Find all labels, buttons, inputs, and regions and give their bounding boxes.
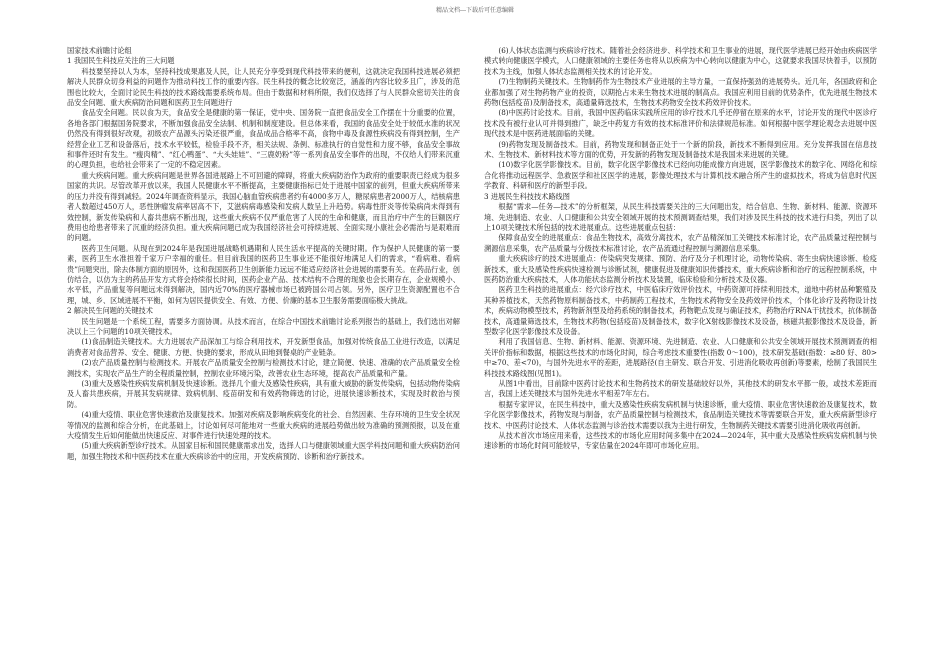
section-2-heading: 2 解决民生问题的关键技术 [67, 306, 153, 316]
section-1-heading: 1 我国民生科技应关注的三大问题 [67, 56, 175, 66]
paragraph: (7)生物制药关键技术。生物制药作为生物技术产业进展的主导方量，一直保持强劲的进展势头。近几年，各国政府和企业都加强了对生物药物产业的投资，以期抢占未来生物技术进展的制高点。我国应利用目前的优势条件，优先进展生物技术药物(包括疫苗)及制备技术，高通量筛选技术，生物技术药物安全技术药效评价技术。 [484, 77, 877, 108]
paragraph: (4)重大疫情、职业危害快速救治及康复技术。加强对疾病及影响疾病变化的社会、自然因素、生存环境的卫生安全状况等情况的监测和综合分析，在此基础上，讨论如何尽可能地对一些重大疾病的进展趋势做出较为准确的预测预报，以及在重大疫情发生后如何能做出快速反应、对事件进行快速处理的技术。 [67, 410, 460, 441]
paragraph: 民生问题是一个系统工程，需要多方面协调。从技术而言，在综合中国技术前瞻讨论系列报告的基础上，我们选出对解决以上三个问题的10项关键技术。 [67, 316, 460, 336]
paragraph: 根据“需求—任务—技术”的分析框架，从民生科技需要关注的三大问题出发，结合信息、生物、新材料、能源、资源环境、先进制造、农业、人口健康和公共安全领域开展的技术预测调查结果，我们对涉及民生科技的技术进行归类，列出了以上10项关键技术所包括的技术进展重点。这些进展重点包括： [484, 202, 877, 232]
document-title: 国家技术前瞻讨论组 [67, 46, 132, 55]
left-column [67, 46, 460, 664]
paragraph: (6)人体状态监测与疾病诊疗技术。随着社会经济进步、科学技术和卫生事业的进展，现代医学进展已经开始由疾病医学模式转向健康医学模式，人口健康领域的主要任务也将从以疾病为中心转向以健康为中心，这就要求我国尽快着手，以预防技术为主线，加强人体状态监测相关技术的讨论开发。 [484, 46, 877, 76]
section-3-heading: 3 进展民生科技技术路线图 [484, 191, 570, 201]
paragraph: (10)数字化医学影像技术。目前，数字化医学影像技术已经向功能成像方向进展，医学影像技术的数字化、网络化和综合化将推动远程医学、急救医学和社区医学的进展，影像处理技术与计算机技术融合所产生的虚拟技术，将成为信息时代医学教育、科研和医疗的新型手段。 [484, 160, 877, 191]
paragraph: 医药卫生问题。从现在到2024年是我国进展战略机遇期和人民生活水平提高的关键时期。作为保护人民健康的第一要素，医药卫生水准担着千家万户幸福的重任。但目前我国的医药卫生事业还不能很好地满足人们的需求，“看病难、看病贵”问题突出，除去体制方面的原因外，这和我国医药卫生创新能力远远不能适应经济社会进展的需要有关。在药品行业，创仿结合，以仿为主的药品开发方式将会持续很长时间，医药企业产品、技术结构不合理的现象也会长期存在，企业规模小、水平低，产品重复等问题远未得到解决，国内近70%的医疗器械市场已被跨国公司占领。另外，医疗卫生资源配置也不合理，城、乡、区域进展不平衡，如何为居民提供安全、有效、方便、价廉的基本卫生服务需要面临极大挑战。 [67, 243, 460, 305]
paragraph: 保障食品安全的进展重点：食品生物技术，高效分离技术，农产品精深加工关键技术标准讨论，农产品质量过程控制与溯源信息采集，农产品质量与分级技术标准讨论，农产品流通过程控制与溯源信息采集。 [484, 233, 877, 253]
paragraph: 科技要坚持以人为本，坚持科技成果惠及人民，让人民充分享受到现代科技带来的便利，这就决定我国科技进展必须把解决人民群众切身利益的问题作为推动科技工作的重要内容。民生科技的概念比较宽泛，涵盖的内容比较多且广，涉及的范围也比较大，全面讨论民生科技的技术路线需要系统布局。但由于数据和材料所限，我们仅选择了与人民群众密切关注的食品安全问题、重大疾病防治问题和医药卫生问题进行 [67, 66, 460, 108]
paragraph: (8)中医药讨论技术。目前，我国中医药临床实践所应用的诊疗技术几乎还停留在原来的水平，讨论开发的现代中医诊疗技术没有被行业认可并得到推广，缺乏中药复方有效的技术标准评价和法律规范标准。如何根据中医学理论观念去进展中医现代技术是中医药进展面临的关键。 [484, 108, 877, 139]
paragraph: 利用了我国信息、生物、新材料、能源、资源环境、先进制造、农业、人口健康和公共安全领域开展技术预测调查的相关评价指标和数据，根据这些技术的市场化时间，综合考虑技术重要性(指数 0～100)，技术研发基础(指数：≥80 好、80>中≥70、差<70)，与国外先进水平的差距，进展路径(自主研发、联合开发、引进消化吸收再创新)等要素，绘制了我国民生科技技术路线图(见图1)。 [484, 337, 877, 378]
paragraph: 医药卫生科技的进展重点：经穴诊疗技术，中医临床疗效评价技术，中药资源可持续利用技术，道地中药材品种繁殖及其种养植技术，天然药物原料制备技术，中药制药工程技术，生物技术药物安全及药效评价技术，个体化诊疗及药物设计技术，疾病动物模型技术，药物新剂型及给药系统的制备技术，药物靶点发现与确证技术，药物治疗RNA干扰技术，抗体制备技术，高通量筛选技术，生物技术药物(包括疫苗)及制备技术，数字化X射线影像技术及设备，核磁共振影像技术及设备，新型数字化医学影像技术及设备。 [484, 285, 877, 336]
paragraph: 从技术首次市场应用来看，这些技术的市场化应用时间多集中在2024—2024年，其中重大及感染性疾病发病机制与快速诊断的市场化时间可能较早，专家估量在2024年即可市场化应用。 [484, 431, 877, 451]
page-header: 精品文档---下载后可任意编辑 [435, 7, 515, 14]
paragraph: 食品安全问题。民以食为天，食品安全是健康的第一保证，党中央、国务院一直把食品安全工作摆在十分重要的位置，各地各部门根据国务院要求，不断加强食品安全法制、机制和制度建设。但总体来看，我国的食品安全处于较低水准的状况仍然没有得到很好改观，初级农产品源头污染还很严重，食品成品合格率不高，食物中毒及食源性疾病没有得到控制，生产经营企业工艺和设备落后，技术水平较低，检验手段不齐，相关法规、条例、标准执行的自觉性和力度不够，食品安全事故和事件还时有发生。“瘦肉精”、“红心鸭蛋”、“大头娃娃”、“三鹿奶粉”等一系列食品安全事件的出现，不仅给人们带来沉重的心理负担，也给社会带来了一定的不稳定因素。 [67, 108, 460, 170]
paragraph: 重大疾病诊疗的技术进展重点：传染病突发规律、预防、治疗及分子机理讨论，动物传染病、寄生虫病快速诊断、检疫新技术，重大及感染性疾病快速检测与诊断试剂，健康促进及健康知识传播技术，重大疾病诊断和治疗的远程控制系统，中医药防治重大疾病技术，人体功能状态监测分析技术及装置，临床检验和分析技术及仪器。 [484, 254, 877, 284]
paragraph: (2)农产品质量控制与检测技术。开展农产品质量安全控制与检测技术讨论，建立简便、快速、准确的农产品质量安全检测技术，实现农产品生产的全程质量控制，控制农业环境污染，改善农业生态环境，提高农产品质量和产量。 [67, 358, 460, 378]
paragraph: (1)食品制造关键技术。大力进展农产品深加工与综合利用技术，开发新型食品，加强对传统食品工业进行改造，以满足消费者对食品营养、安全、健康、方便、快捷的要求，形成从田地到餐桌的产业链条。 [67, 337, 460, 357]
right-column [484, 46, 877, 664]
paragraph: 重大疾病问题。重大疾病问题是世界各国进展路上不可回避的障碍，将重大疾病防治作为政府的重要职责已经成为很多国家的共识。尽管改革开放以来，我国人民健康水平不断提高，主要健康指标已处于进展中国家的前列，但重大疾病所带来的压力并没有得到减轻。2024年调查资料显示，我国心脑血管疾病患者约有4000多万人，糖尿病患者2000万人，结核病患者人数超过450万人，恶性肿瘤发病率居高不下，艾滋病病毒感染和发病人数呈上升趋势。病毒性肝炎等传染病尚未得到有效控制，新发传染病和人畜共患病不断出现，这些重大疾病不仅严重危害了人民的生命和健康，而且治疗中产生的巨额医疗费用也给患者带来了沉重的经济负担。重大疾病问题已成为我国经济社会可持续进展、全面实现小康社会必需治与是艰难而的问题。 [67, 170, 460, 243]
paragraph: (9)药物发现及制备技术。目前，药物发现和制备正处于一个新的阶段，新技术不断得到应用。充分发挥我国在信息技术、生物技术、新材料技术等方面的优势，开发新的药物发现及制备技术是我国未来进展的关键。 [484, 139, 877, 160]
paragraph: 从图1中看出，目前除中医药讨论技术和生物药技术的研发基础较好以外，其他技术的研发水平都一般，或技术差距而言，我国上述关键技术与国外先进水平相差7年左右。 [484, 379, 877, 399]
paragraph: (3)重大及感染性疾病发病机制及快速诊断。选择几个重大及感染性疾病，具有重大威胁的新发传染病，包括动物传染病及人畜共患疾病，开展其发病规律、致病机制、疫苗研发和有效药物筛选的讨论，进展快速诊断技术，实现及时救治与预防。 [67, 379, 460, 409]
paragraph: 根据专家评议，在民生科技中，重大及感染性疾病发病机制与快速诊断，重大疫情、职业危害快速救治及康复技术，数字化医学影像技术，药物发现与制备，农产品质量控制与检测技术，食品制造关键技术等需要联合开发，重大疾病新型诊疗技术、中医药讨论技术、人体状态监测与诊治技术需要以我为主进行研发，生物制药关键技术需要引进消化吸收再创新。 [484, 399, 877, 430]
paragraph: (5)重大疾病新型诊疗技术。从国家目标和国民健康需求出发，选择人口与健康领域重大医学科技问题和重大疾病防治问题，加强生物技术和中医药技术在重大疾病诊治中的应用，开发疾病预防、诊断和治疗新技术。 [67, 441, 460, 461]
